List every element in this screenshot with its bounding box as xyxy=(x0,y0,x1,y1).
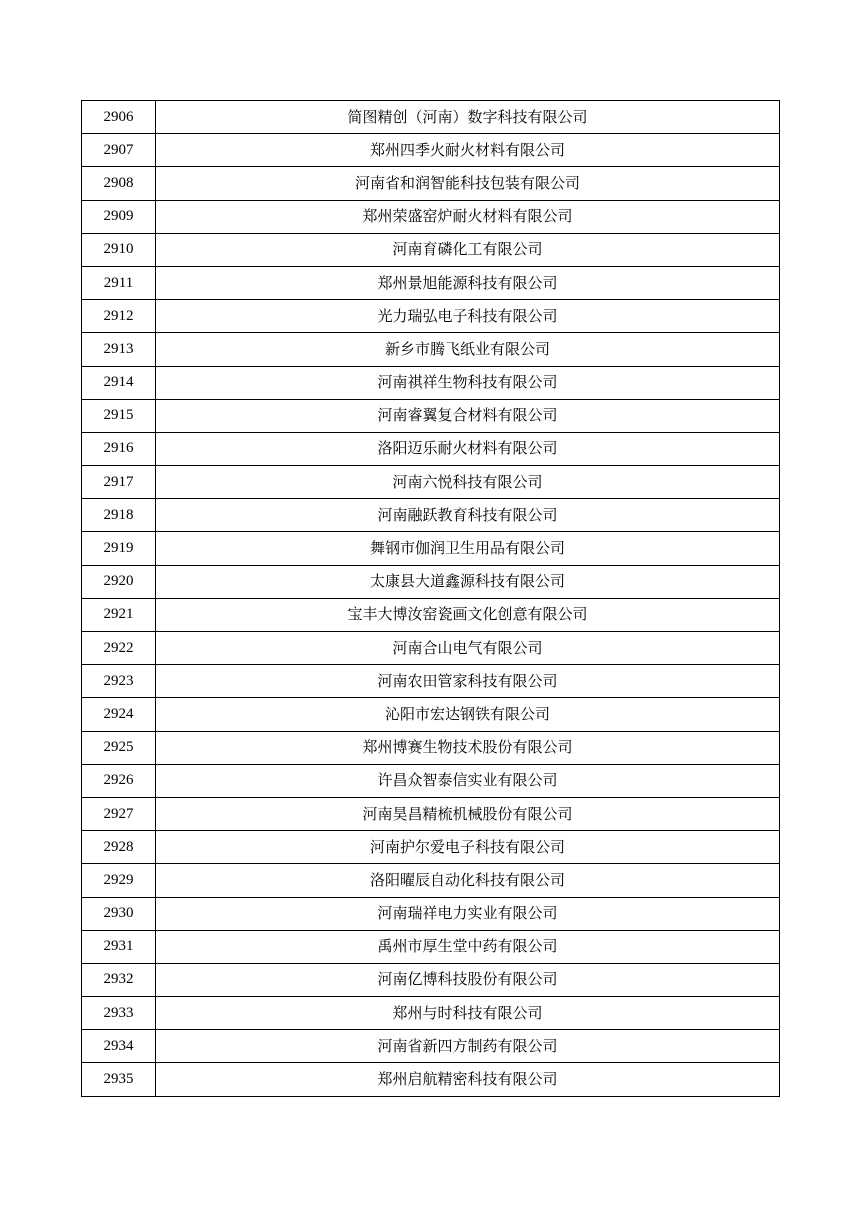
table-row xyxy=(82,665,780,698)
table-row xyxy=(82,598,780,631)
table-row xyxy=(82,731,780,764)
table-row xyxy=(82,499,780,532)
company-name-cell: 新乡市腾飞纸业有限公司 xyxy=(156,333,780,366)
company-name-cell: 河南育磷化工有限公司 xyxy=(156,233,780,266)
row-number-cell: 2908 xyxy=(82,167,156,200)
row-number-cell: 2923 xyxy=(82,665,156,698)
company-name-cell: 郑州景旭能源科技有限公司 xyxy=(156,266,780,299)
table-row xyxy=(82,101,780,134)
company-name-cell: 太康县大道鑫源科技有限公司 xyxy=(156,565,780,598)
table-row xyxy=(82,632,780,665)
company-name-cell: 河南省和润智能科技包装有限公司 xyxy=(156,167,780,200)
table-row xyxy=(82,930,780,963)
row-number-cell: 2925 xyxy=(82,731,156,764)
row-number-cell: 2909 xyxy=(82,200,156,233)
table-row xyxy=(82,266,780,299)
row-number-cell: 2927 xyxy=(82,797,156,830)
table-row xyxy=(82,134,780,167)
table-row xyxy=(82,167,780,200)
table-row xyxy=(82,565,780,598)
company-name-cell: 洛阳曜辰自动化科技有限公司 xyxy=(156,864,780,897)
table-row xyxy=(82,432,780,465)
company-name-cell: 河南融跃教育科技有限公司 xyxy=(156,499,780,532)
table-row xyxy=(82,233,780,266)
row-number-cell: 2920 xyxy=(82,565,156,598)
table-row xyxy=(82,831,780,864)
table-row xyxy=(82,333,780,366)
row-number-cell: 2919 xyxy=(82,532,156,565)
row-number-cell: 2917 xyxy=(82,466,156,499)
row-number-cell: 2912 xyxy=(82,300,156,333)
row-number-cell: 2907 xyxy=(82,134,156,167)
company-name-cell: 郑州荣盛窑炉耐火材料有限公司 xyxy=(156,200,780,233)
row-number-cell: 2914 xyxy=(82,366,156,399)
row-number-cell: 2933 xyxy=(82,997,156,1030)
table-row xyxy=(82,797,780,830)
table-row xyxy=(82,399,780,432)
table-row xyxy=(82,764,780,797)
row-number-cell: 2934 xyxy=(82,1030,156,1063)
row-number-cell: 2935 xyxy=(82,1063,156,1096)
company-name-cell: 许昌众智泰信实业有限公司 xyxy=(156,764,780,797)
table-row xyxy=(82,366,780,399)
table-row xyxy=(82,1063,780,1096)
company-name-cell: 河南亿博科技股份有限公司 xyxy=(156,963,780,996)
company-name-cell: 河南六悦科技有限公司 xyxy=(156,466,780,499)
company-list-body xyxy=(82,101,780,1097)
company-name-cell: 河南合山电气有限公司 xyxy=(156,632,780,665)
company-name-cell: 禹州市厚生堂中药有限公司 xyxy=(156,930,780,963)
row-number-cell: 2921 xyxy=(82,598,156,631)
company-list-table xyxy=(81,100,780,1097)
company-name-cell: 郑州与时科技有限公司 xyxy=(156,997,780,1030)
row-number-cell: 2915 xyxy=(82,399,156,432)
row-number-cell: 2910 xyxy=(82,233,156,266)
table-row xyxy=(82,997,780,1030)
company-name-cell: 河南农田管家科技有限公司 xyxy=(156,665,780,698)
company-name-cell: 沁阳市宏达钢铁有限公司 xyxy=(156,698,780,731)
company-name-cell: 郑州启航精密科技有限公司 xyxy=(156,1063,780,1096)
company-name-cell: 郑州博赛生物技术股份有限公司 xyxy=(156,731,780,764)
company-name-cell: 简图精创（河南）数字科技有限公司 xyxy=(156,101,780,134)
row-number-cell: 2931 xyxy=(82,930,156,963)
company-name-cell: 河南祺祥生物科技有限公司 xyxy=(156,366,780,399)
row-number-cell: 2930 xyxy=(82,897,156,930)
company-name-cell: 河南瑞祥电力实业有限公司 xyxy=(156,897,780,930)
row-number-cell: 2932 xyxy=(82,963,156,996)
table-row xyxy=(82,897,780,930)
table-row xyxy=(82,1030,780,1063)
row-number-cell: 2924 xyxy=(82,698,156,731)
row-number-cell: 2926 xyxy=(82,764,156,797)
row-number-cell: 2928 xyxy=(82,831,156,864)
company-name-cell: 光力瑞弘电子科技有限公司 xyxy=(156,300,780,333)
row-number-cell: 2929 xyxy=(82,864,156,897)
company-name-cell: 舞钢市伽润卫生用品有限公司 xyxy=(156,532,780,565)
row-number-cell: 2911 xyxy=(82,266,156,299)
company-name-cell: 河南睿翼复合材料有限公司 xyxy=(156,399,780,432)
row-number-cell: 2922 xyxy=(82,632,156,665)
company-name-cell: 郑州四季火耐火材料有限公司 xyxy=(156,134,780,167)
company-name-cell: 河南省新四方制药有限公司 xyxy=(156,1030,780,1063)
company-name-cell: 宝丰大博汝窑瓷画文化创意有限公司 xyxy=(156,598,780,631)
table-row xyxy=(82,200,780,233)
company-name-cell: 河南护尔爱电子科技有限公司 xyxy=(156,831,780,864)
table-row xyxy=(82,466,780,499)
row-number-cell: 2918 xyxy=(82,499,156,532)
table-row xyxy=(82,698,780,731)
company-name-cell: 洛阳迈乐耐火材料有限公司 xyxy=(156,432,780,465)
row-number-cell: 2906 xyxy=(82,101,156,134)
table-row xyxy=(82,532,780,565)
row-number-cell: 2916 xyxy=(82,432,156,465)
company-name-cell: 河南昊昌精梳机械股份有限公司 xyxy=(156,797,780,830)
table-row xyxy=(82,300,780,333)
row-number-cell: 2913 xyxy=(82,333,156,366)
table-row xyxy=(82,864,780,897)
table-row xyxy=(82,963,780,996)
